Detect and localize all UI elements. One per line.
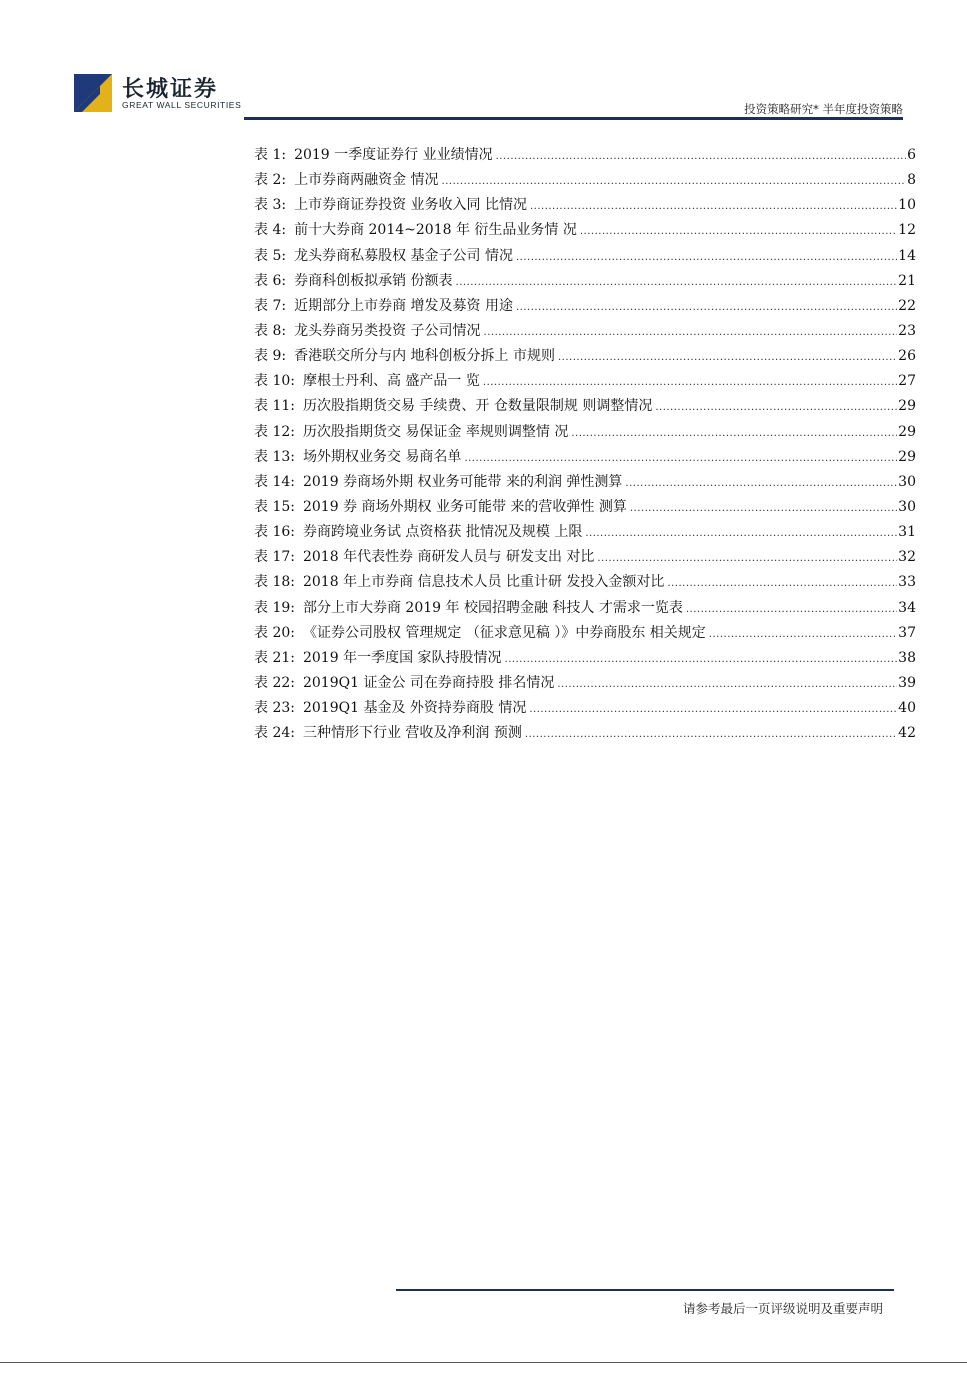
toc-entry-page-number: 33 [898, 574, 916, 591]
toc-entry-page-number: 14 [898, 247, 916, 264]
toc-entry-page-number: 8 [907, 172, 916, 189]
header-report-type: 投资策略研究* 半年度投资策略 [744, 102, 903, 116]
toc-dot-leader [571, 421, 897, 446]
toc-dot-leader [630, 496, 897, 521]
toc-entry[interactable] [254, 319, 916, 344]
toc-entry-page-number: 29 [898, 423, 916, 440]
toc-entry-title: 2019Q1 基金及 外资持券商股 情况 [302, 700, 527, 717]
toc-entry-title: 《证券公司股权 管理规定 （征求意见稿 ）》中券商股东 相关规定 [302, 624, 706, 641]
toc-entry-label: 表 11: [254, 398, 295, 415]
toc-entry-label: 表 15: [254, 498, 295, 515]
toc-dot-leader [655, 395, 897, 420]
toc-entry-page-number: 30 [898, 473, 916, 490]
toc-entry-page-number: 6 [907, 147, 916, 163]
toc-dot-leader [585, 521, 897, 546]
toc-entry-page-number: 30 [898, 498, 916, 515]
footer-disclaimer-note: 请参考最后一页评级说明及重要声明 [682, 1301, 883, 1316]
company-logo [74, 74, 244, 114]
toc-entry-label: 表 14: [254, 473, 295, 490]
toc-entry[interactable] [254, 646, 916, 671]
toc-entry-page-number: 39 [898, 674, 916, 691]
toc-entry[interactable] [254, 420, 916, 445]
toc-dot-leader [686, 597, 897, 622]
toc-entry-label: 表 16: [254, 524, 295, 541]
toc-entry-title: 前十大券商 2014~2018 年 衍生品业务情 况 [294, 222, 577, 239]
toc-dot-leader [667, 571, 897, 596]
toc-dot-leader [558, 345, 897, 370]
toc-dot-leader [530, 194, 897, 219]
toc-entry-label: 表 8: [254, 322, 287, 339]
toc-entry-page-number: 23 [898, 322, 916, 339]
toc-entry-label: 表 1: [254, 147, 287, 163]
toc-entry-title: 场外期权业务交 易商名单 [302, 448, 462, 465]
toc-entry-title: 上市券商证券投资 业务收入同 比情况 [294, 197, 527, 214]
toc-entry[interactable] [254, 218, 916, 243]
toc-entry-title: 龙头券商另类投资 子公司情况 [294, 322, 481, 339]
toc-entry-title: 2019 券 商场外期权 业务可能带 来的营收弹性 测算 [302, 498, 627, 515]
toc-entry-label: 表 3: [254, 197, 287, 214]
toc-entry-page-number: 12 [898, 222, 916, 239]
toc-entry-page-number: 32 [898, 549, 916, 566]
toc-dot-leader [525, 722, 897, 747]
toc-dot-leader [516, 295, 897, 320]
toc-entry-label: 表 22: [254, 674, 295, 691]
toc-entry-page-number: 38 [898, 649, 916, 666]
toc-dot-leader [709, 622, 897, 647]
toc-entry-title: 券商跨境业务试 点资格获 批情况及规模 上限 [302, 524, 583, 541]
toc-entry-page-number: 27 [898, 373, 916, 390]
toc-entry-label: 表 23: [254, 700, 295, 717]
toc-dot-leader [580, 219, 897, 244]
toc-dot-leader [557, 672, 897, 697]
toc-entry[interactable] [254, 621, 916, 646]
toc-entry-label: 表 12: [254, 423, 295, 440]
toc-entry[interactable] [254, 394, 916, 419]
toc-entry-label: 表 2: [254, 172, 287, 189]
toc-dot-leader [456, 270, 898, 295]
toc-entry-title: 部分上市大券商 2019 年 校园招聘金融 科技人 才需求一览表 [302, 599, 683, 616]
logo-english-name: GREAT WALL SECURITIES [122, 100, 242, 110]
toc-entry[interactable] [254, 470, 916, 495]
toc-entry-label: 表 10: [254, 373, 295, 390]
toc-entry-page-number: 22 [898, 297, 916, 314]
toc-entry[interactable] [254, 168, 916, 193]
toc-entry-page-number: 37 [898, 624, 916, 641]
toc-entry-label: 表 18: [254, 574, 295, 591]
toc-entry[interactable] [254, 545, 916, 570]
toc-dot-leader [505, 647, 898, 672]
toc-entry-title: 2018 年上市券商 信息技术人员 比重计研 发投入金额对比 [302, 574, 665, 591]
toc-entry-label: 表 13: [254, 448, 295, 465]
toc-entry[interactable] [254, 344, 916, 369]
toc-dot-leader [484, 320, 898, 345]
toc-dot-leader [464, 446, 897, 471]
header-divider [244, 117, 903, 120]
toc-dot-leader [496, 144, 906, 169]
toc-entry[interactable] [254, 520, 916, 545]
toc-entry-label: 表 21: [254, 649, 295, 666]
toc-dot-leader [597, 546, 897, 571]
toc-entry-title: 三种情形下行业 营收及净利润 预测 [302, 725, 522, 742]
toc-entry-label: 表 24: [254, 725, 295, 742]
toc-entry[interactable] [254, 495, 916, 520]
table-of-tables [254, 143, 916, 746]
toc-entry-title: 2019 一季度证券行 业业绩情况 [294, 147, 493, 163]
toc-entry-label: 表 7: [254, 297, 287, 314]
toc-entry-title: 香港联交所分与内 地科创板分拆上 市规则 [294, 348, 555, 365]
toc-entry-title: 2019 券商场外期 权业务可能带 来的利润 弹性测算 [302, 473, 623, 490]
toc-entry-title: 2019Q1 证金公 司在券商持股 排名情况 [302, 674, 555, 691]
toc-dot-leader [483, 370, 897, 395]
toc-entry[interactable] [254, 570, 916, 595]
page-bottom-edge [0, 1362, 967, 1363]
toc-entry-label: 表 6: [254, 272, 287, 289]
toc-entry-page-number: 26 [898, 348, 916, 365]
toc-entry-label: 表 9: [254, 348, 287, 365]
logo-chinese-name: 长城证券 [122, 77, 219, 102]
toc-entry[interactable] [254, 671, 916, 696]
toc-entry-title: 历次股指期货交易 手续费、开 仓数量限制规 则调整情况 [302, 398, 653, 415]
toc-entry[interactable] [254, 244, 916, 269]
toc-entry-page-number: 31 [898, 524, 916, 541]
toc-entry-title: 近期部分上市券商 增发及募资 用途 [294, 297, 513, 314]
toc-entry-label: 表 5: [254, 247, 287, 264]
toc-dot-leader [516, 245, 897, 270]
toc-entry-title: 摩根士丹利、高 盛产品一 览 [302, 373, 480, 390]
toc-dot-leader [442, 169, 907, 194]
toc-entry-label: 表 17: [254, 549, 295, 566]
toc-dot-leader [625, 471, 897, 496]
toc-entry-title: 龙头券商私募股权 基金子公司 情况 [294, 247, 513, 264]
toc-entry-title: 2019 年一季度国 家队持股情况 [302, 649, 502, 666]
toc-entry-title: 2018 年代表性券 商研发人员与 研发支出 对比 [302, 549, 595, 566]
toc-entry-page-number: 10 [898, 197, 916, 214]
toc-entry[interactable] [254, 269, 916, 294]
toc-entry[interactable] [254, 294, 916, 319]
toc-entry[interactable] [254, 596, 916, 621]
toc-dot-leader [529, 697, 897, 722]
toc-entry[interactable] [254, 143, 916, 168]
toc-entry-page-number: 29 [898, 398, 916, 415]
toc-entry-page-number: 29 [898, 448, 916, 465]
toc-entry-page-number: 40 [898, 700, 916, 717]
toc-entry[interactable] [254, 193, 916, 218]
toc-entry-page-number: 21 [898, 272, 916, 289]
toc-entry-title: 上市券商两融资金 情况 [294, 172, 439, 189]
toc-entry-label: 表 19: [254, 599, 295, 616]
toc-entry[interactable] [254, 369, 916, 394]
toc-entry-label: 表 20: [254, 624, 295, 641]
toc-entry-page-number: 42 [898, 725, 916, 742]
toc-entry-page-number: 34 [898, 599, 916, 616]
footer-divider [396, 1289, 894, 1291]
toc-entry[interactable] [254, 696, 916, 721]
toc-entry-label: 表 4: [254, 222, 287, 239]
great-wall-logo-icon [74, 74, 112, 112]
toc-entry[interactable] [254, 445, 916, 470]
toc-entry[interactable] [254, 721, 916, 746]
toc-entry-title: 券商科创板拟承销 份额表 [294, 272, 453, 289]
toc-entry-title: 历次股指期货交 易保证金 率规则调整情 况 [302, 423, 569, 440]
